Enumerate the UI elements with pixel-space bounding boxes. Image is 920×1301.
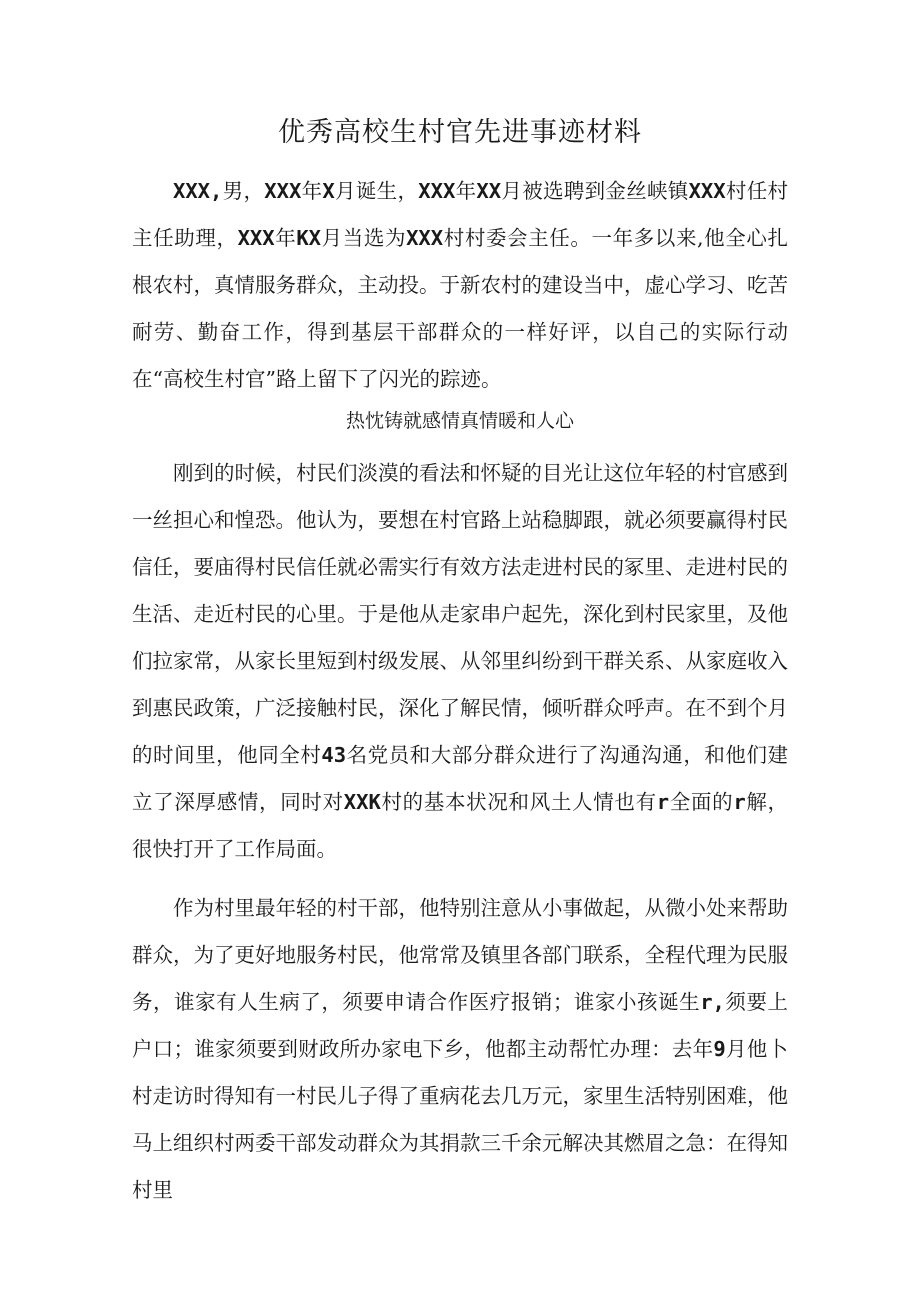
run: XX bbox=[476, 179, 502, 203]
run: XXX, bbox=[173, 179, 223, 203]
intro-paragraph bbox=[132, 168, 788, 403]
run: r, bbox=[700, 990, 725, 1014]
run: XXK bbox=[343, 790, 381, 814]
run: 名党员和大部分群众进行了沟通沟通，和他们建立了深厚感情，同时对 bbox=[132, 743, 789, 814]
run: 月当选为 bbox=[321, 226, 407, 250]
run: 刚到的时候，村民们淡漠的看法和怀疑的目光让这位年轻的村官感到一丝担心和惶恐。他认为，要想在村官路上站稳脚跟，就必须要赢得村民信任，要庙得村民信任就必需实行有效方法走进村民的冢里、走进村民的生活、走近村民的心里。于是他从走家串户起先，深化到村民家里，及他们拉家常，从家长里短到村级发展、从邻里纠纷到干群关系、从家庭收入到惠民政策，广泛接触村民，深化了解民情，倾听群众呼声。在不到个月的时间里，他同全村 bbox=[132, 461, 788, 767]
run: XXX bbox=[688, 179, 726, 203]
run: 男， bbox=[222, 179, 265, 203]
run: 村的基本状况和风土人情也有 bbox=[380, 790, 657, 814]
run: 43 bbox=[321, 743, 347, 767]
run: 村任村主任助理， bbox=[132, 179, 789, 250]
run: 作为村里最年轻的村干部，他特别注意从小事做起，从微小处来帮助群众，为了更好地服务村民，他常常及镇里各部门联系，全程代理为民服务，谁家有人生病了，须要申请合作医疗报销；谁家小孩诞生 bbox=[132, 896, 788, 1014]
run: 村村委会主任。一年多以来,他全心扎根农村，真情服务群众，主动投。于新农村的建设当中，虚心学习、吃苦耐劳、勤奋工作，得到基层干部群众的一样好评，以自己的实际行动在“高校生村官”路上留下了闪光的踪迹。 bbox=[132, 226, 789, 391]
body-paragraph-1 bbox=[132, 450, 788, 873]
run: XXX bbox=[406, 226, 444, 250]
run: X bbox=[322, 179, 335, 203]
run: 年 bbox=[455, 179, 477, 203]
run: XXX bbox=[418, 179, 456, 203]
document-title: 优秀高校生村官先进事迹材料 bbox=[278, 117, 642, 148]
run: r bbox=[656, 790, 670, 814]
run: r bbox=[733, 790, 746, 814]
run: 全面的 bbox=[669, 790, 734, 814]
run: 月被选聘到金丝峡镇 bbox=[501, 179, 689, 203]
run: XXX bbox=[264, 179, 302, 203]
run: 月他卜村走访时得知有一村民儿子得了重病花去几万元，家里生活特别困难，他马上组织村两委干部发动群众为其捐款三千余元解决其燃眉之急：在得知村里 bbox=[132, 1037, 789, 1202]
run: 年 bbox=[274, 226, 297, 250]
run: KX bbox=[296, 226, 322, 250]
run: 解，很快打开了工作局面。 bbox=[132, 790, 789, 861]
body-paragraph-2 bbox=[132, 885, 788, 1214]
run: 月诞生， bbox=[334, 179, 419, 203]
run: XXX bbox=[237, 226, 275, 250]
run: 须要上户口；谁家须要到财政所办家电下乡，他都主动帮忙办理：去年 bbox=[132, 990, 789, 1061]
run: 9 bbox=[713, 1037, 726, 1061]
run: 年 bbox=[301, 179, 323, 203]
section-subheading: 热忱铸就感情真情暖和人心 bbox=[345, 410, 574, 432]
